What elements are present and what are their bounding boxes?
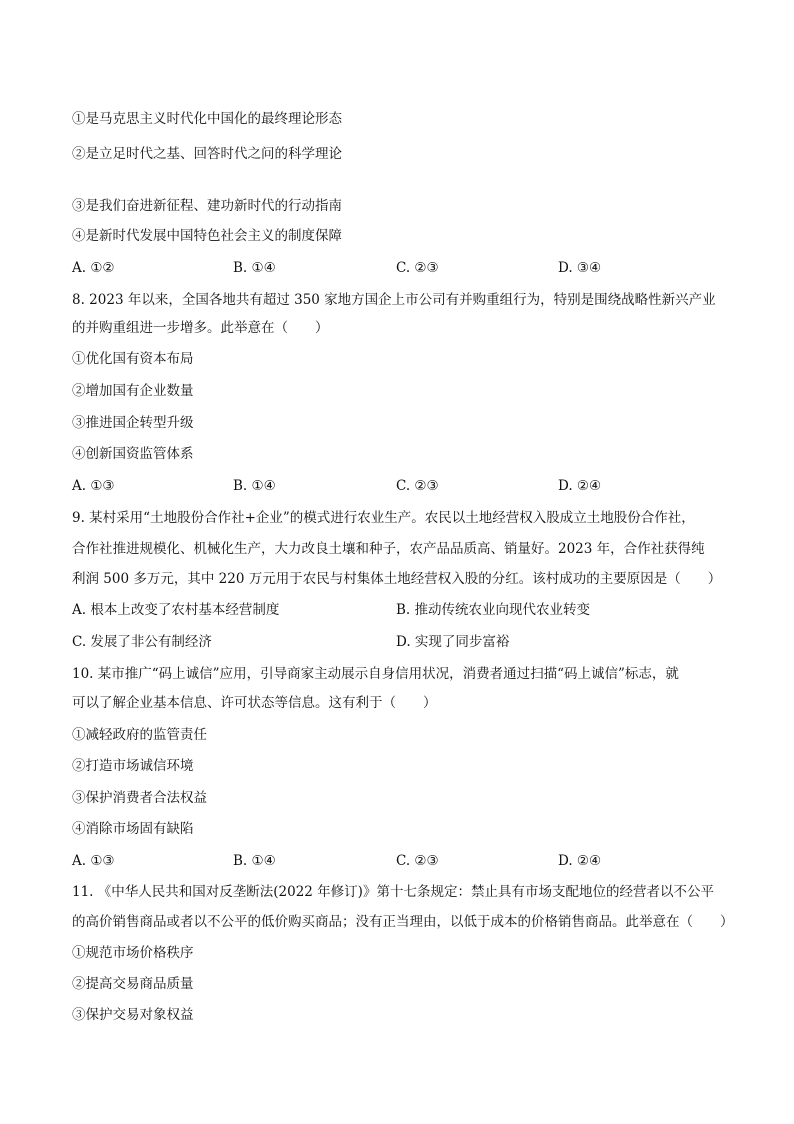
q7-item-2: ②是立足时代之基、回答时代之问的科学理论: [72, 146, 342, 162]
q10-options: [72, 852, 732, 870]
q10-stem-line-2: 可以了解企业基本信息、许可状态等信息。这有利于（ ）: [72, 695, 437, 711]
q11-stem-line-1: 11. 《中华人民共和国对反垄断法(2022 年修订)》第十七条规定：禁止具有市场支配地位的经营者以不公平: [72, 884, 714, 900]
q10-stem-line-1: 10. 某市推广“码上诚信”应用，引导商家主动展示自身信用状况，消费者通过扫描“码上诚信”标志，就: [72, 666, 679, 682]
q8-option-a: A. ①③: [72, 478, 115, 494]
q8-options: [72, 477, 732, 495]
q7-option-a: A. ①②: [72, 260, 115, 276]
q9-stem-line-2: 合作社推进规模化、机械化生产，大力改良土壤和种子，农产品品质高、销量好。2023 年，合作社获得纯: [72, 541, 705, 557]
q7-option-b: B. ①④: [233, 260, 276, 276]
q10-item-3: ③保护消费者合法权益: [72, 790, 207, 806]
q10-option-b: B. ①④: [233, 853, 276, 869]
q10-option-d: D. ②④: [558, 853, 602, 869]
q9-option-c: C. 发展了非公有制经济: [72, 634, 212, 650]
q9-option-a: A. 根本上改变了农村基本经营制度: [72, 602, 280, 618]
q10-option-c: C. ②③: [396, 853, 439, 869]
q8-item-3: ③推进国企转型升级: [72, 415, 194, 431]
q7-item-1: ①是马克思主义时代化中国化的最终理论形态: [72, 111, 342, 127]
q9-option-d: D. 实现了同步富裕: [396, 634, 510, 650]
q8-item-2: ②增加国有企业数量: [72, 383, 194, 399]
q8-stem-line-2: 的并购重组进一步增多。此举意在（ ）: [72, 320, 329, 336]
q11-item-1: ①规范市场价格秩序: [72, 945, 194, 961]
q7-option-c: C. ②③: [396, 260, 439, 276]
q7-options: [72, 259, 732, 277]
q7-option-d: D. ③④: [558, 260, 602, 276]
q11-stem-line-2: 的高价销售商品或者以不公平的低价购买商品；没有正当理由，以低于成本的价格销售商品。此举意在（ ）: [72, 914, 734, 930]
q11-item-2: ②提高交易商品质量: [72, 976, 194, 992]
q9-stem-line-3: 利润 500 多万元，其中 220 万元用于农民与村集体土地经营权入股的分红。该村成功的主要原因是（ ）: [72, 571, 722, 587]
q9-options-row-2: [72, 633, 732, 651]
q8-item-4: ④创新国资监管体系: [72, 446, 194, 462]
q8-option-d: D. ②④: [558, 478, 602, 494]
q8-item-1: ①优化国有资本布局: [72, 351, 194, 367]
q9-options-row-1: [72, 601, 732, 619]
q9-option-b: B. 推动传统农业向现代农业转变: [396, 602, 591, 618]
q7-item-4: ④是新时代发展中国特色社会主义的制度保障: [72, 228, 342, 244]
q8-option-c: C. ②③: [396, 478, 439, 494]
q9-stem-line-1: 9. 某村采用“土地股份合作社+企业”的模式进行农业生产。农民以土地经营权入股成立土地股份合作社，: [72, 510, 695, 526]
q10-item-2: ②打造市场诚信环境: [72, 758, 194, 774]
q10-item-4: ④消除市场固有缺陷: [72, 821, 194, 837]
q10-option-a: A. ①③: [72, 853, 115, 869]
q8-option-b: B. ①④: [233, 478, 276, 494]
q10-item-1: ①减轻政府的监管责任: [72, 727, 207, 743]
q7-item-3: ③是我们奋进新征程、建功新时代的行动指南: [72, 198, 342, 214]
q8-stem-line-1: 8. 2023 年以来，全国各地共有超过 350 家地方国企上市公司有并购重组行为，特别是围绕战略性新兴产业: [72, 292, 716, 308]
q11-item-3: ③保护交易对象权益: [72, 1007, 194, 1023]
